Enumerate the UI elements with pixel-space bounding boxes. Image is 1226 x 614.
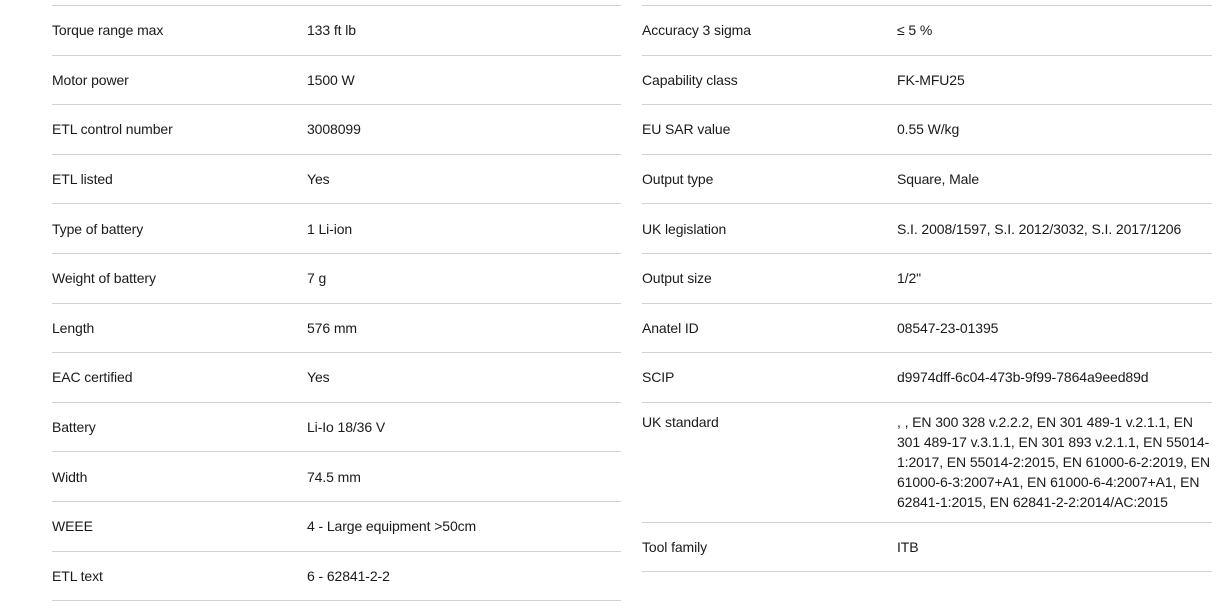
spec-label: SCIP — [642, 369, 675, 386]
spec-label: Tool family — [642, 539, 708, 556]
spec-value: 576 mm — [307, 319, 357, 336]
spec-row — [642, 254, 1212, 304]
spec-value: 1 Li-ion — [307, 220, 353, 237]
spec-value: ITB — [897, 539, 919, 556]
spec-label: UK standard — [642, 413, 719, 430]
spec-row — [52, 204, 621, 254]
spec-row — [642, 155, 1212, 205]
spec-row — [52, 502, 621, 552]
spec-label: WEEE — [52, 518, 93, 535]
spec-column-left — [52, 5, 621, 601]
spec-label: Accuracy 3 sigma — [642, 22, 751, 39]
spec-label: Type of battery — [52, 220, 144, 237]
spec-row — [52, 403, 621, 453]
spec-value: 133 ft lb — [307, 22, 356, 39]
spec-row — [642, 403, 1212, 523]
spec-value: d9974dff-6c04-473b-9f99-7864a9eed89d — [897, 369, 1149, 386]
spec-label: Length — [52, 319, 95, 336]
spec-value: S.I. 2008/1597, S.I. 2012/3032, S.I. 2017/1206 — [897, 220, 1182, 237]
spec-value: Yes — [307, 171, 330, 188]
spec-row — [52, 304, 621, 354]
spec-label: EU SAR value — [642, 121, 731, 138]
spec-row — [52, 155, 621, 205]
spec-row — [52, 56, 621, 106]
spec-label: Output type — [642, 171, 714, 188]
spec-label: Battery — [52, 419, 96, 436]
spec-value: Li-Io 18/36 V — [307, 419, 386, 436]
spec-value: 7 g — [307, 270, 327, 287]
spec-value: 6 - 62841-2-2 — [307, 567, 390, 584]
spec-value: 3008099 — [307, 121, 361, 138]
spec-row — [642, 6, 1212, 56]
spec-label: ETL listed — [52, 171, 113, 188]
spec-value: FK-MFU25 — [897, 71, 965, 88]
spec-row — [52, 552, 621, 602]
spec-value: , , EN 300 328 v.2.2.2, EN 301 489-1 v.2.1.1, EN 301 489-17 v.3.1.1, EN 301 893 v.2.1.1, EN 55014-1:2017, EN 55014-2:2015, EN 61000-6-2:2019, EN 61000-6-3:2007+A1, EN 61000-6-4:2007+A1, EN 62841-1:2015, EN 62841-2-2:2014/AC:2015 — [897, 413, 1210, 510]
spec-row — [642, 353, 1212, 403]
spec-label: Output size — [642, 270, 712, 287]
spec-value: Yes — [307, 369, 330, 386]
spec-row — [52, 6, 621, 56]
spec-value: 1500 W — [307, 71, 355, 88]
spec-label: Capability class — [642, 71, 738, 88]
spec-row — [642, 204, 1212, 254]
spec-label: ETL control number — [52, 121, 173, 138]
spec-value: ≤ 5 % — [897, 22, 933, 39]
spec-label: Torque range max — [52, 22, 164, 39]
spec-label: Weight of battery — [52, 270, 156, 287]
spec-value: Square, Male — [897, 171, 980, 188]
spec-value: 1/2" — [897, 270, 922, 287]
spec-label: Width — [52, 468, 88, 485]
spec-label: EAC certified — [52, 369, 133, 386]
spec-value: 0.55 W/kg — [897, 121, 960, 138]
spec-row — [52, 105, 621, 155]
spec-row — [52, 452, 621, 502]
spec-row — [52, 254, 621, 304]
spec-row — [52, 353, 621, 403]
spec-value: 74.5 mm — [307, 468, 361, 485]
spec-value: 4 - Large equipment >50cm — [307, 518, 477, 535]
spec-row — [642, 56, 1212, 106]
spec-label: Motor power — [52, 71, 129, 88]
spec-row — [642, 105, 1212, 155]
spec-label: UK legislation — [642, 220, 727, 237]
spec-label: ETL text — [52, 567, 103, 584]
spec-value: 08547-23-01395 — [897, 319, 999, 336]
spec-label: Anatel ID — [642, 319, 699, 336]
spec-column-right — [642, 5, 1212, 601]
spec-row — [642, 523, 1212, 573]
spec-row — [642, 304, 1212, 354]
